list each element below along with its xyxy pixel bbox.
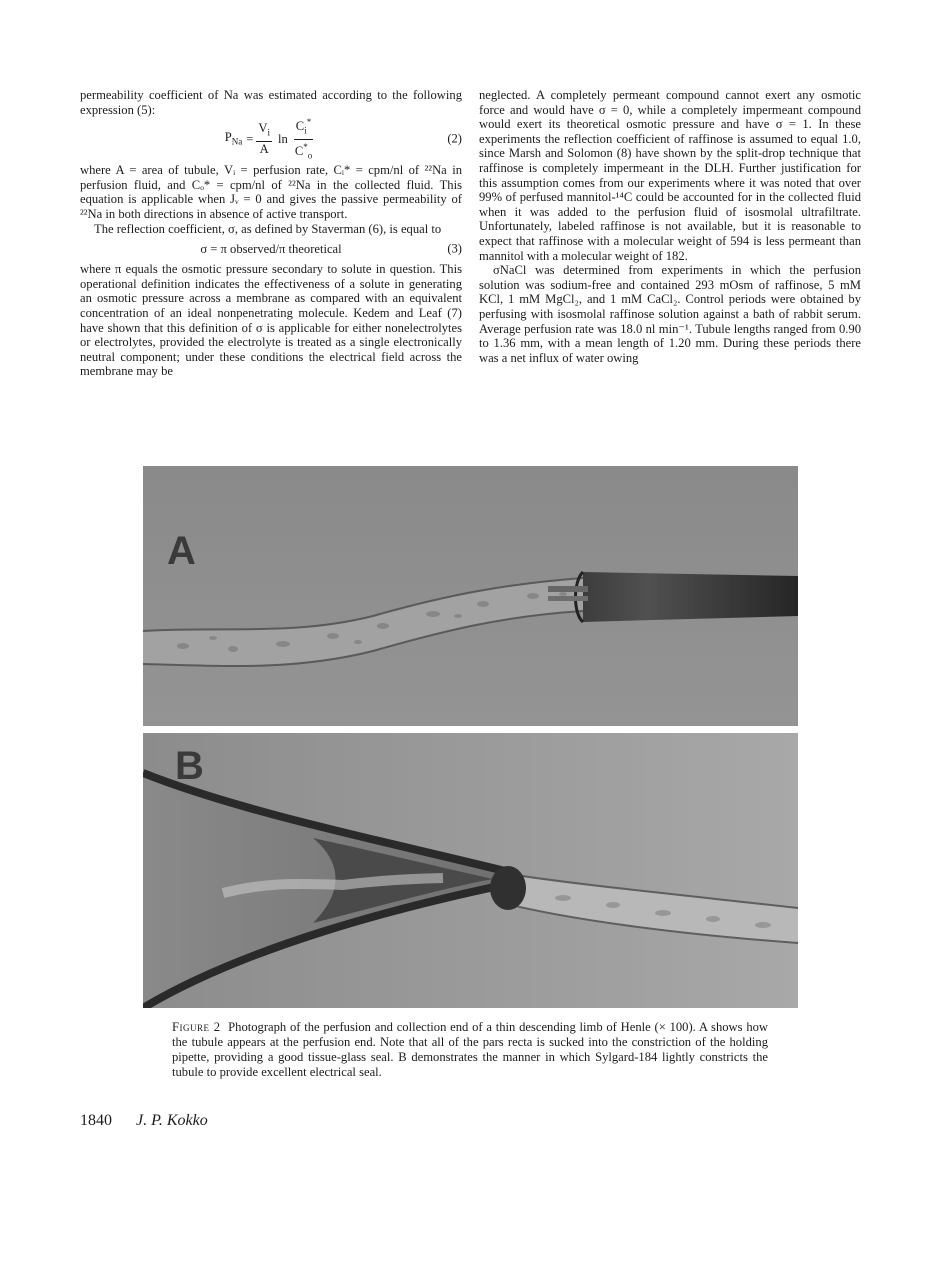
eq2-lhs: $P_{Na}$ xyxy=(224,129,243,147)
figure-panel-b xyxy=(143,733,798,1008)
eq3-text: σ = π observed/π theoretical xyxy=(200,241,342,256)
left-paragraph-4: where π equals the osmotic pressure secondary to solute in question. This operational definition indicates the effectiveness of a solute in generating an osmotic pressure across a membrane as compared with an equivalent concentration of an ideal nonpenetrating molecule. Kedem and Leaf (7) have shown that this definition of σ is applicable for either nonelectrolytes or electrolytes, provided the electrolyte is treated as a single electronically neutral component; under these conditions the electrical field across the membrane may be xyxy=(80,262,462,379)
right-paragraph-2: σNaCl was determined from experiments in which the perfusion solution was sodium-free and contained 293 mOsm of raffinose, 5 mM KCl, 1 mM MgCl₂, and 1 mM CaCl₂. Control periods were obtained by perfusing with isosmolal raffinose solution against a bath of rabbit serum. Average perfusion rate was 18.0 nl min⁻¹. Tubule lengths ranged from 0.90 to 1.36 mm, with a mean length of 1.20 mm. During these periods there was a net influx of water owing xyxy=(479,263,861,365)
left-column xyxy=(80,88,462,379)
page-footer xyxy=(80,1112,208,1130)
page-number: 1840 xyxy=(80,1112,112,1129)
right-column xyxy=(479,88,861,365)
equation-3 xyxy=(80,240,462,258)
figure-caption xyxy=(172,1020,768,1080)
panel-b-micrograph xyxy=(143,733,798,1008)
eq2-fraction-2: $\frac{C_i^*}{C^*_o}$ xyxy=(294,116,313,161)
left-paragraph-2: where A = area of tubule, Vᵢ = perfusion rate, Cᵢ* = cpm/nl of ²²Na in perfusion fluid, and Cₒ* = cpm/nl of ²²Na in the collected fluid. This equation is applicable when Jᵥ = 0 and gives the passive permeability of ²²Na in both directions in absence of active transport. xyxy=(80,163,462,221)
left-paragraph-1: permeability coefficient of Na was estimated according to the following expression (5): xyxy=(80,88,462,117)
panel-a-label: A xyxy=(167,529,196,573)
eq2-ln: ln xyxy=(278,131,288,146)
eq2-number: (2) xyxy=(447,131,462,146)
left-paragraph-3: The reflection coefficient, σ, as defined by Staverman (6), is equal to xyxy=(94,221,442,236)
right-paragraph-1: neglected. A completely permeant compound cannot exert any osmotic force and would have σ = 0, while a completely impermeant compound would exert its theoretical osmotic pressure and have σ = 1. In these experiments the reflection coefficient of raffinose is assumed to equal 1.0, since Marsh and Solomon (8) have shown by the split-drop technique that raffinose is completely impermeant in the DLH. Further justification for this assumption comes from our experiments where it was noted that over 99% of perfused mannitol-¹⁴C could be accounted for in the collected fluid when it was added to the perfusion fluid of isosmolal ultrafiltrate. Unfortunately, labeled raffinose is not available, but it is reasonable to expect that raffinose with a molecular weight of 594 is less permeant than mannitol with a molecular weight of 182. xyxy=(479,88,861,263)
caption-text: Photograph of the perfusion and collection end of a thin descending limb of Henle (× 100). A shows how the tubule appears at the perfusion end. Note that all of the pars recta is sucked into the constriction of the holding pipette, providing a good tissue-glass seal. B demonstrates the manner in which Sylgard-184 lightly constricts the tubule to provide excellent electrical seal. xyxy=(172,1020,769,1079)
figure-panel-a xyxy=(143,466,798,726)
eq2-fraction-1: $\frac{V_i}{A}$ xyxy=(258,121,271,156)
panel-a-micrograph xyxy=(143,466,798,726)
panel-b-label: B xyxy=(175,744,204,788)
eq2-equals: = xyxy=(246,131,254,146)
author-name: J. P. Kokko xyxy=(136,1112,208,1129)
caption-label: Figure 2 xyxy=(172,1020,221,1034)
eq3-number: (3) xyxy=(447,241,462,256)
equation-2 xyxy=(80,116,462,161)
